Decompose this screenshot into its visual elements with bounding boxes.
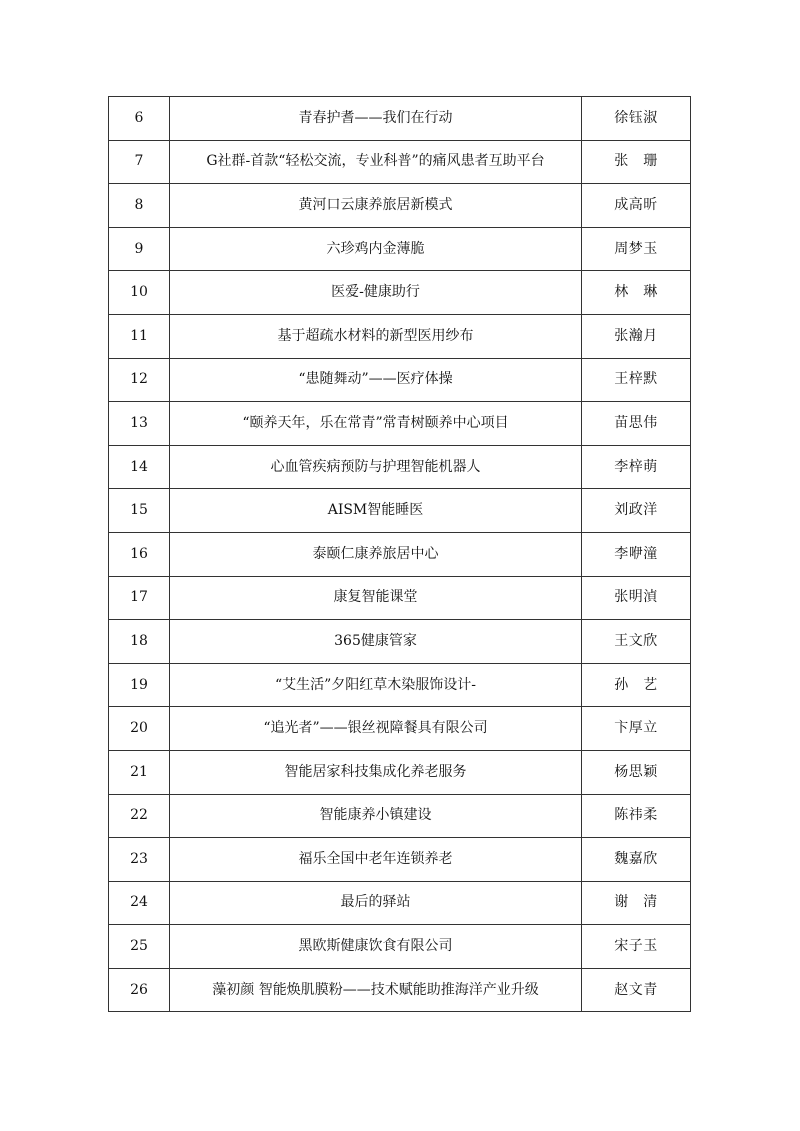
project-title: G社群-首款“轻松交流，专业科普”的痛风患者互助平台 <box>170 140 582 184</box>
project-title: 康复智能课堂 <box>170 576 582 620</box>
person-name: 周梦玉 <box>582 227 691 271</box>
project-list-table <box>108 96 691 1012</box>
table-row <box>109 620 691 664</box>
project-title: “追光者”——银丝视障餐具有限公司 <box>170 707 582 751</box>
person-name: 王梓默 <box>582 358 691 402</box>
row-number: 12 <box>109 358 170 402</box>
project-title: 心血管疾病预防与护理智能机器人 <box>170 445 582 489</box>
project-title: “艾生活”夕阳红草木染服饰设计- <box>170 663 582 707</box>
person-name: 张 珊 <box>582 140 691 184</box>
row-number: 15 <box>109 489 170 533</box>
person-name: 杨思颖 <box>582 750 691 794</box>
table-row <box>109 358 691 402</box>
person-name: 宋子玉 <box>582 925 691 969</box>
table-row <box>109 271 691 315</box>
person-name: 张明湞 <box>582 576 691 620</box>
project-title: “患随舞动”——医疗体操 <box>170 358 582 402</box>
table-row <box>109 184 691 228</box>
project-title: 智能居家科技集成化养老服务 <box>170 750 582 794</box>
table-row <box>109 532 691 576</box>
row-number: 25 <box>109 925 170 969</box>
row-number: 21 <box>109 750 170 794</box>
person-name: 赵文青 <box>582 968 691 1012</box>
project-title: 青春护耆——我们在行动 <box>170 97 582 141</box>
person-name: 魏嘉欣 <box>582 838 691 882</box>
project-title: 六珍鸡内金薄脆 <box>170 227 582 271</box>
table-row <box>109 227 691 271</box>
row-number: 18 <box>109 620 170 664</box>
row-number: 14 <box>109 445 170 489</box>
row-number: 26 <box>109 968 170 1012</box>
person-name: 孙 艺 <box>582 663 691 707</box>
table-row <box>109 445 691 489</box>
table-row <box>109 968 691 1012</box>
person-name: 成高昕 <box>582 184 691 228</box>
row-number: 17 <box>109 576 170 620</box>
project-title: 医爱-健康助行 <box>170 271 582 315</box>
table-row <box>109 881 691 925</box>
table-row <box>109 750 691 794</box>
project-title: 365健康管家 <box>170 620 582 664</box>
row-number: 19 <box>109 663 170 707</box>
table-row <box>109 794 691 838</box>
person-name: 李梓萌 <box>582 445 691 489</box>
row-number: 6 <box>109 97 170 141</box>
person-name: 陈祎柔 <box>582 794 691 838</box>
project-title: 最后的驿站 <box>170 881 582 925</box>
person-name: 刘政洋 <box>582 489 691 533</box>
project-title: AISM智能睡医 <box>170 489 582 533</box>
row-number: 8 <box>109 184 170 228</box>
project-title: “颐养天年，乐在常青”常青树颐养中心项目 <box>170 402 582 446</box>
person-name: 李咿潼 <box>582 532 691 576</box>
person-name: 徐钰淑 <box>582 97 691 141</box>
row-number: 23 <box>109 838 170 882</box>
person-name: 张瀚月 <box>582 314 691 358</box>
table-row <box>109 140 691 184</box>
project-title: 智能康养小镇建设 <box>170 794 582 838</box>
person-name: 苗思伟 <box>582 402 691 446</box>
project-title: 基于超疏水材料的新型医用纱布 <box>170 314 582 358</box>
project-title: 黑欧斯健康饮食有限公司 <box>170 925 582 969</box>
table-row <box>109 402 691 446</box>
row-number: 24 <box>109 881 170 925</box>
table-row <box>109 576 691 620</box>
row-number: 7 <box>109 140 170 184</box>
row-number: 10 <box>109 271 170 315</box>
table-row <box>109 314 691 358</box>
row-number: 11 <box>109 314 170 358</box>
project-title: 泰颐仁康养旅居中心 <box>170 532 582 576</box>
project-title: 黄河口云康养旅居新模式 <box>170 184 582 228</box>
row-number: 9 <box>109 227 170 271</box>
row-number: 20 <box>109 707 170 751</box>
row-number: 13 <box>109 402 170 446</box>
table-row <box>109 97 691 141</box>
table-row <box>109 925 691 969</box>
table-row <box>109 663 691 707</box>
row-number: 22 <box>109 794 170 838</box>
table-row <box>109 489 691 533</box>
person-name: 卞厚立 <box>582 707 691 751</box>
project-list-body <box>109 97 691 1012</box>
person-name: 林 琳 <box>582 271 691 315</box>
table-row <box>109 838 691 882</box>
person-name: 王文欣 <box>582 620 691 664</box>
table-row <box>109 707 691 751</box>
person-name: 谢 清 <box>582 881 691 925</box>
project-title: 藻初颜 智能焕肌膜粉——技术赋能助推海洋产业升级 <box>170 968 582 1012</box>
project-title: 福乐全国中老年连锁养老 <box>170 838 582 882</box>
row-number: 16 <box>109 532 170 576</box>
